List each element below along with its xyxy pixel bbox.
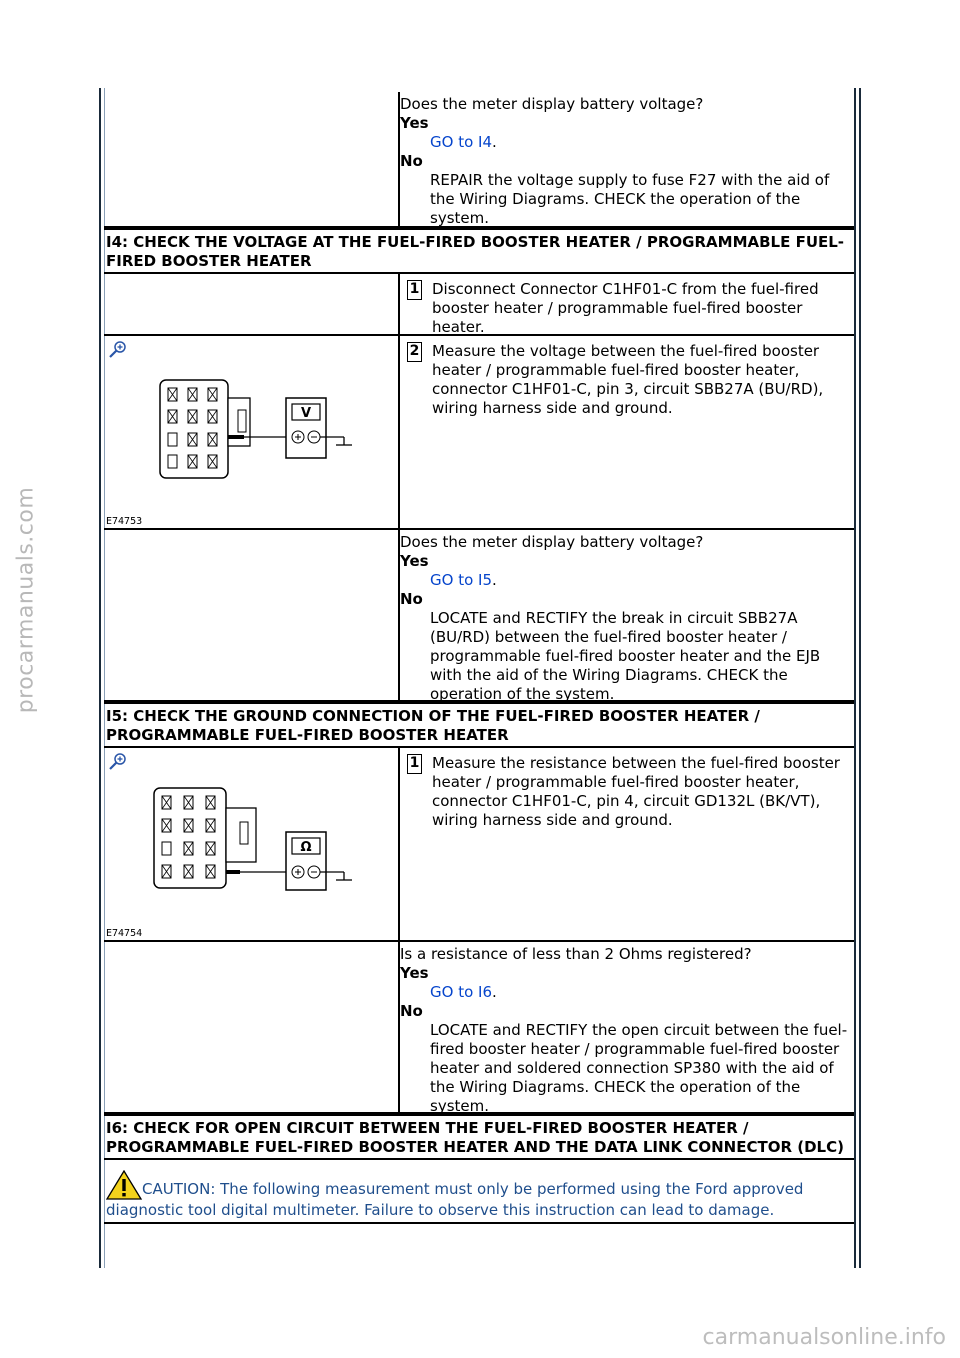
goto-i5-link[interactable]: GO to I5 xyxy=(430,571,492,589)
i4-step2-row xyxy=(104,336,854,530)
result-question: Does the meter display battery voltage? xyxy=(400,533,704,551)
no-label: No xyxy=(400,1002,423,1020)
yes-label: Yes xyxy=(400,964,429,982)
empty-cell xyxy=(104,92,400,226)
empty-cell xyxy=(104,274,400,334)
step-number: 2 xyxy=(407,342,422,362)
i4-heading-row xyxy=(104,228,854,274)
i6-heading: I6: CHECK FOR OPEN CIRCUIT BETWEEN THE FUEL-FIRED BOOSTER HEATER / PROGRAMMABLE FUEL-FIRED BOOSTER HEATER AND THE DATA LINK CONNECTOR (DLC) xyxy=(104,1114,854,1158)
i3-result-cell xyxy=(400,92,854,226)
no-label: No xyxy=(400,590,423,608)
result-question: Is a resistance of less than 2 Ohms registered? xyxy=(400,945,752,963)
figure-cell xyxy=(104,336,400,528)
yes-action: GO to I4. xyxy=(430,133,497,151)
goto-i6-link[interactable]: GO to I6 xyxy=(430,983,492,1001)
footer-watermark: carmanualsonline.info xyxy=(702,1325,946,1350)
step-text: Measure the voltage between the fuel-fired booster heater / programmable fuel-fired booster heater, connector C1HF01-C, pin 3, circuit SBB27A (BU/RD), wiring harness side and ground. xyxy=(432,342,824,417)
figure-id: E74753 xyxy=(106,516,143,527)
i5-step1-cell xyxy=(400,748,854,940)
yes-action: GO to I6. xyxy=(430,983,497,1001)
frame-line-right-outer xyxy=(859,88,861,1268)
i6-heading-row xyxy=(104,1114,854,1160)
i4-result-row xyxy=(104,530,854,702)
i5-result-cell xyxy=(400,942,854,1115)
figure-id: E74754 xyxy=(106,928,143,939)
i4-step1-cell xyxy=(400,274,854,334)
caution-text: CAUTION: The following measurement must only be performed using the Ford approved diagnostic tool digital multimeter. Failure to observe this instruction can lead to damage. xyxy=(106,1180,804,1219)
step-text: Disconnect Connector C1HF01-C from the fuel-fired booster heater / programmable fuel-fired booster heater. xyxy=(432,280,819,336)
yes-action: GO to I5. xyxy=(430,571,497,589)
no-action: REPAIR the voltage supply to fuse F27 with the aid of the Wiring Diagrams. CHECK the operation of the system. xyxy=(430,171,830,227)
meter-symbol: V xyxy=(300,406,312,421)
yes-label: Yes xyxy=(400,114,429,132)
i5-heading-row xyxy=(104,702,854,748)
i4-result-cell xyxy=(400,530,854,703)
yes-label: Yes xyxy=(400,552,429,570)
i4-heading: I4: CHECK THE VOLTAGE AT THE FUEL-FIRED BOOSTER HEATER / PROGRAMMABLE FUEL-FIRED BOOSTER HEATER xyxy=(104,228,854,272)
i4-step1-row xyxy=(104,274,854,336)
i5-heading: I5: CHECK THE GROUND CONNECTION OF THE FUEL-FIRED BOOSTER HEATER / PROGRAMMABLE FUEL-FIRED BOOSTER HEATER xyxy=(104,702,854,746)
no-action: LOCATE and RECTIFY the break in circuit SBB27A (BU/RD) between the fuel-fired booster heater / programmable fuel-fired booster heater and the EJB with the aid of the Wiring Diagrams. CHECK the operation of the system. xyxy=(430,609,821,703)
goto-i4-link[interactable]: GO to I4 xyxy=(430,133,492,151)
frame-line-right-inner xyxy=(854,88,856,1268)
empty-cell xyxy=(104,530,400,700)
i6-caution-row xyxy=(104,1160,854,1224)
step-number: 1 xyxy=(407,754,422,774)
empty-cell xyxy=(104,942,400,1112)
resistance-measurement-diagram xyxy=(104,748,398,940)
result-question: Does the meter display battery voltage? xyxy=(400,95,704,113)
step-number: 1 xyxy=(407,280,422,300)
step-text: Measure the resistance between the fuel-fired booster heater / programmable fuel-fired booster heater, connector C1HF01-C, pin 4, circuit GD132L (BK/VT), wiring harness side and ground. xyxy=(432,754,840,829)
i5-step1-row xyxy=(104,748,854,942)
side-watermark: procarmanuals.com xyxy=(13,486,39,714)
caution-note xyxy=(104,1168,854,1222)
i5-result-row xyxy=(104,942,854,1114)
meter-symbol: Ω xyxy=(300,840,312,855)
no-action: LOCATE and RECTIFY the open circuit between the fuel-fired booster heater / programmable fuel-fired booster heater and soldered connection SP380 with the aid of the Wiring Diagrams. CHECK the operation of the system. xyxy=(430,1021,848,1115)
warning-triangle-icon xyxy=(106,1170,142,1200)
i3-result-row xyxy=(104,92,854,228)
no-label: No xyxy=(400,152,423,170)
frame-line-left-outer xyxy=(99,88,101,1268)
i4-step2-cell xyxy=(400,336,854,528)
diagnostic-table xyxy=(104,92,854,1224)
voltage-measurement-diagram xyxy=(104,336,398,528)
figure-cell xyxy=(104,748,400,940)
